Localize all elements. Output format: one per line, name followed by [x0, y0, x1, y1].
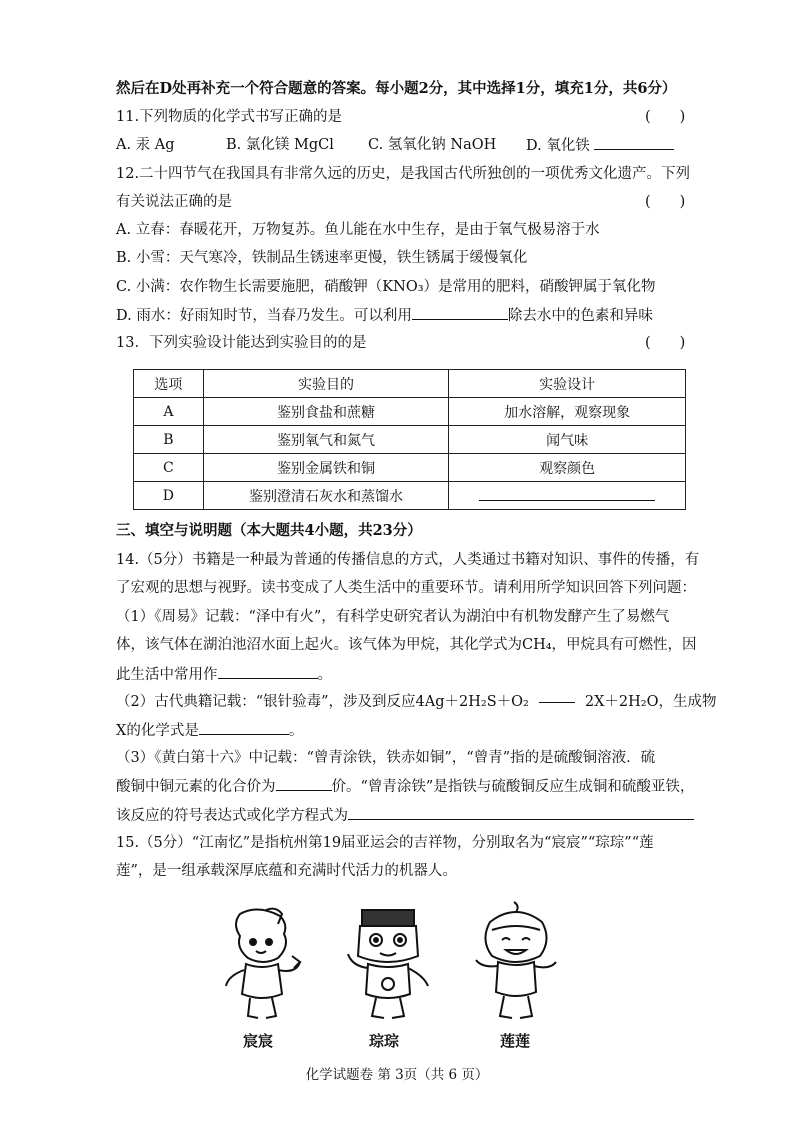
q14-part1-post: 。 — [317, 667, 332, 683]
reaction-condition-line — [539, 702, 575, 703]
table-row — [134, 482, 686, 510]
q11-option-a: A. 汞 Ag — [116, 137, 175, 153]
q12-answer-paren[interactable]: ( ) — [645, 194, 686, 210]
table-cell: 加水溶解，观察现象 — [449, 398, 686, 426]
table-cell: C — [134, 454, 204, 482]
q14-part3-line1: （3）《黄白第十六》中记载：“曾青涂铁，铁赤如铜”，“曾青”指的是硫酸铜溶液．硫 — [116, 750, 656, 766]
mascot-chenchen-name: 宸宸 — [243, 1032, 274, 1050]
table-header: 实验设计 — [449, 370, 686, 398]
q14-part2-line1 — [116, 692, 716, 712]
q14-part3-valence-blank[interactable] — [276, 776, 332, 791]
mascot-lianlian-name: 莲莲 — [500, 1032, 531, 1050]
q14-part3-pre: 酸铜中铜元素的化合价为 — [116, 779, 276, 795]
q13-d-blank[interactable] — [479, 486, 655, 501]
q14-part2-x-post: 。 — [288, 723, 304, 739]
q14-part3-line3 — [116, 805, 694, 826]
q14-part3-line2 — [116, 776, 694, 797]
q11-option-b: B. 氯化镁 MgCl — [226, 137, 334, 153]
q12-option-d-post: 除去水中的色素和异味 — [507, 308, 653, 324]
intro-line: 然后在D处再补充一个符合题意的答案。每小题2分，其中选择1分，填充1分，共6分） — [116, 80, 677, 97]
table-cell: 鉴别金属铁和铜 — [203, 454, 448, 482]
experiment-table — [133, 369, 686, 510]
section-three-heading: 三、填空与说明题（本大题共4小题，共23分） — [116, 522, 422, 539]
mascot-congcong-image — [342, 906, 434, 1024]
mascot-chenchen-image — [218, 906, 308, 1024]
q11-answer-paren[interactable]: ( ) — [645, 109, 686, 125]
q14-part3-equation-blank[interactable] — [348, 805, 694, 820]
table-header-row — [134, 370, 686, 398]
q14-part3-post: 价。“曾青涂铁”是指铁与硫酸铜反应生成铜和硫酸亚铁， — [331, 779, 695, 795]
mascot-congcong-name: 琮琮 — [369, 1032, 400, 1050]
q11-option-d-label: D. 氧化铁 — [526, 138, 590, 154]
q12-stem-line1: 12.二十四节气在我国具有非常久远的历史，是我国古代所独创的一项优秀文化遗产。下列 — [116, 166, 691, 182]
table-cell-blank[interactable] — [449, 482, 686, 510]
q14-part2-pre: （2）古代典籍记载：“银针验毒”，涉及到反应4Ag＋2H₂S＋O₂ — [116, 694, 529, 710]
q14-part1-pre: 此生活中常用作 — [116, 667, 218, 683]
table-cell: 鉴别氧气和氮气 — [203, 426, 448, 454]
table-cell: 鉴别澄清石灰水和蒸馏水 — [203, 482, 448, 510]
q14-line1: 14.（5分）书籍是一种最为普通的传播信息的方式，人类通过书籍对知识、事件的传播，有 — [116, 552, 700, 568]
q11-d-blank[interactable] — [594, 135, 674, 150]
table-header: 选项 — [134, 370, 204, 398]
q12-option-c: C. 小满：农作物生长需要施肥，硝酸钾（KNO₃）是常用的肥料，硝酸钾属于氧化物 — [116, 279, 656, 295]
table-cell: 观察颜色 — [449, 454, 686, 482]
q12-d-blank[interactable] — [412, 305, 508, 320]
q14-part2-x-pre: X的化学式是 — [116, 723, 199, 739]
q12-option-b: B. 小雪：天气寒冷，铁制品生锈速率更慢，铁生锈属于缓慢氧化 — [116, 250, 528, 266]
q12-option-d-pre: D. 雨水：好雨知时节，当春乃发生。可以利用 — [116, 308, 412, 324]
table-cell: 闻气味 — [449, 426, 686, 454]
table-cell: A — [134, 398, 204, 426]
q14-part1-blank[interactable] — [218, 664, 318, 679]
table-row — [134, 398, 686, 426]
q14-part1-line1: （1）《周易》记载：“泽中有火”，有科学史研究者认为湖泊中有机物发酵产生了易燃气 — [116, 609, 670, 625]
table-header: 实验目的 — [203, 370, 448, 398]
q11-stem: 11.下列物质的化学式书写正确的是 — [116, 109, 343, 125]
table-row — [134, 426, 686, 454]
q12-option-d — [116, 305, 653, 326]
q14-part2-blank[interactable] — [199, 720, 289, 735]
table-cell: 鉴别食盐和蔗糖 — [203, 398, 448, 426]
q12-option-a: A. 立春：春暖花开，万物复苏。鱼儿能在水中生存，是由于氧气极易溶于水 — [116, 222, 600, 238]
q14-line2: 了宏观的思想与视野。读书变成了人类生活中的重要环节。请利用所学知识回答下列问题： — [116, 580, 696, 596]
q14-part1-line3 — [116, 664, 332, 685]
table-cell: D — [134, 482, 204, 510]
table-cell: B — [134, 426, 204, 454]
page-footer: 化学试题卷 第 3页（共 6 页） — [305, 1067, 489, 1083]
q15-line2: 莲”，是一组承载深厚底蕴和充满时代活力的机器人。 — [116, 863, 457, 879]
q14-part3-eq-label: 该反应的符号表达式或化学方程式为 — [116, 808, 348, 824]
q14-part2-post: 2X＋2H₂O，生成物 — [584, 694, 717, 710]
q12-stem-line2: 有关说法正确的是 — [116, 194, 232, 210]
q11-option-d — [526, 135, 674, 156]
q14-part2-line2 — [116, 720, 303, 741]
q13-answer-paren[interactable]: ( ) — [645, 335, 686, 351]
q11-option-c: C. 氢氧化钠 NaOH — [368, 137, 497, 153]
q15-line1: 15.（5分）“江南忆”是指杭州第19届亚运会的吉祥物，分别取名为“宸宸”“琮琮”“莲 — [116, 835, 654, 851]
q14-part1-line2: 体，该气体在湖泊池沼水面上起火。该气体为甲烷，其化学式为CH₄，甲烷具有可燃性，因 — [116, 637, 697, 653]
table-row — [134, 454, 686, 482]
q13-stem: 13．下列实验设计能达到实验目的的是 — [116, 335, 367, 351]
mascot-lianlian-image — [470, 900, 562, 1024]
